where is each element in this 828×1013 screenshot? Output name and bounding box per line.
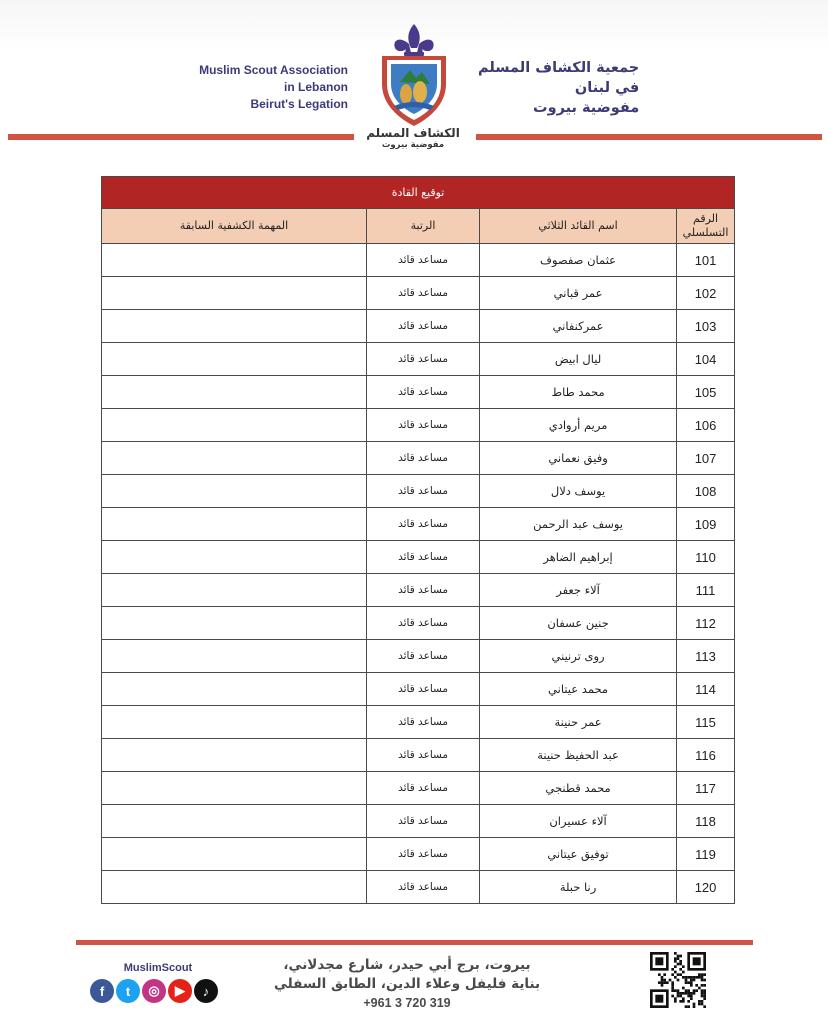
previous-scout-role: [102, 673, 367, 706]
footer-address: [262, 956, 552, 1013]
table-row: [102, 805, 735, 838]
row-number: 108: [677, 475, 735, 508]
column-header-rank: الرتبة: [367, 209, 480, 244]
row-number: 112: [677, 607, 735, 640]
leader-rank: مساعد قائد: [367, 607, 480, 640]
leader-name: توفيق عيتاني: [480, 838, 677, 871]
leader-rank: مساعد قائد: [367, 772, 480, 805]
table-row: [102, 442, 735, 475]
leader-name: عمر قباني: [480, 277, 677, 310]
previous-scout-role: [102, 442, 367, 475]
table-row: [102, 739, 735, 772]
leader-name: عثمان صفصوف: [480, 244, 677, 277]
tiktok-icon[interactable]: ♪: [194, 979, 218, 1003]
table-row: [102, 706, 735, 739]
logo-caption-sub: مفوضية بيروت: [381, 140, 445, 150]
table-row: [102, 244, 735, 277]
previous-scout-role: [102, 574, 367, 607]
leader-name: عبد الحفيظ حنينة: [480, 739, 677, 772]
leader-name: إبراهيم الضاهر: [480, 541, 677, 574]
header-divider-left: [8, 134, 354, 140]
previous-scout-role: [102, 838, 367, 871]
column-header-previous-role: المهمة الكشفية السابقة: [102, 209, 367, 244]
youtube-icon[interactable]: ▶: [168, 979, 192, 1003]
leader-name: ليال ابيض: [480, 343, 677, 376]
leader-name: عمر حنينة: [480, 706, 677, 739]
row-number: 115: [677, 706, 735, 739]
row-number: 110: [677, 541, 735, 574]
leader-name: جنين عسفان: [480, 607, 677, 640]
leaders-signature-table: [101, 176, 735, 904]
table-row: [102, 277, 735, 310]
leader-rank: مساعد قائد: [367, 673, 480, 706]
previous-scout-role: [102, 277, 367, 310]
facebook-icon[interactable]: f: [90, 979, 114, 1003]
leader-rank: مساعد قائد: [367, 739, 480, 772]
logo-caption-main: الكشاف المسلم: [366, 126, 460, 140]
leader-name: آلاء عسيران: [480, 805, 677, 838]
row-number: 104: [677, 343, 735, 376]
row-number: 105: [677, 376, 735, 409]
leader-name: وفيق نعماني: [480, 442, 677, 475]
table-row: [102, 673, 735, 706]
table-row: [102, 310, 735, 343]
table-row: [102, 607, 735, 640]
leader-rank: مساعد قائد: [367, 343, 480, 376]
leader-rank: مساعد قائد: [367, 838, 480, 871]
leader-rank: مساعد قائد: [367, 508, 480, 541]
row-number: 114: [677, 673, 735, 706]
social-handle: MuslimScout: [123, 962, 193, 974]
leader-name: يوسف دلال: [480, 475, 677, 508]
leader-name: مريم أروادي: [480, 409, 677, 442]
previous-scout-role: [102, 607, 367, 640]
previous-scout-role: [102, 706, 367, 739]
table-row: [102, 574, 735, 607]
leader-rank: مساعد قائد: [367, 442, 480, 475]
table-row: [102, 640, 735, 673]
previous-scout-role: [102, 508, 367, 541]
leader-name: عمركنفاني: [480, 310, 677, 343]
row-number: 101: [677, 244, 735, 277]
twitter-icon[interactable]: t: [116, 979, 140, 1003]
row-number: 107: [677, 442, 735, 475]
org-name-english-line: Muslim Scout Association: [199, 63, 348, 77]
leader-name: محمد عيتاني: [480, 673, 677, 706]
org-name-english-line: in Lebanon: [284, 80, 348, 94]
table-row: [102, 772, 735, 805]
row-number: 109: [677, 508, 735, 541]
table-row: [102, 376, 735, 409]
row-number: 118: [677, 805, 735, 838]
leader-rank: مساعد قائد: [367, 475, 480, 508]
org-name-english: [199, 62, 348, 113]
row-number: 116: [677, 739, 735, 772]
row-number: 103: [677, 310, 735, 343]
row-number: 102: [677, 277, 735, 310]
leader-name: آلاء جعفر: [480, 574, 677, 607]
row-number: 106: [677, 409, 735, 442]
leader-rank: مساعد قائد: [367, 805, 480, 838]
leader-name: محمد قطنجي: [480, 772, 677, 805]
footer-divider: [76, 940, 753, 945]
scout-emblem-logo: [376, 22, 452, 128]
table-body: [102, 244, 735, 904]
table-title: توقيع القادة: [102, 177, 735, 209]
logo-caption: [358, 126, 468, 151]
leader-rank: مساعد قائد: [367, 706, 480, 739]
org-name-arabic: [478, 58, 639, 118]
social-icons: [90, 979, 218, 1003]
previous-scout-role: [102, 772, 367, 805]
org-name-english-line: Beirut's Legation: [250, 97, 348, 111]
table-row: [102, 838, 735, 871]
row-number: 113: [677, 640, 735, 673]
qr-code: [647, 952, 709, 1008]
table-row: [102, 541, 735, 574]
table-row: [102, 871, 735, 904]
previous-scout-role: [102, 409, 367, 442]
previous-scout-role: [102, 244, 367, 277]
previous-scout-role: [102, 739, 367, 772]
row-number: 119: [677, 838, 735, 871]
previous-scout-role: [102, 310, 367, 343]
leader-rank: مساعد قائد: [367, 871, 480, 904]
leader-rank: مساعد قائد: [367, 244, 480, 277]
instagram-icon[interactable]: ◎: [142, 979, 166, 1003]
leader-rank: مساعد قائد: [367, 376, 480, 409]
previous-scout-role: [102, 475, 367, 508]
address-line: بيروت، برج أبي حيدر، شارع مجدلاني،: [283, 957, 531, 973]
leader-name: روى ترنيني: [480, 640, 677, 673]
table-row: [102, 475, 735, 508]
table-row: [102, 508, 735, 541]
previous-scout-role: [102, 871, 367, 904]
leader-rank: مساعد قائد: [367, 310, 480, 343]
leader-name: رنا حبلة: [480, 871, 677, 904]
leader-rank: مساعد قائد: [367, 277, 480, 310]
leader-rank: مساعد قائد: [367, 640, 480, 673]
table-row: [102, 409, 735, 442]
row-number: 111: [677, 574, 735, 607]
header-divider-right: [476, 134, 822, 140]
leader-name: يوسف عبد الرحمن: [480, 508, 677, 541]
phone-number: +961 3 720 319: [363, 996, 451, 1010]
leader-rank: مساعد قائد: [367, 574, 480, 607]
org-name-arabic-line: مفوضية بيروت: [533, 100, 640, 116]
row-number: 117: [677, 772, 735, 805]
address-line: بناية فليفل وعلاء الدين، الطابق السفلي: [273, 976, 541, 992]
table-row: [102, 343, 735, 376]
row-number: 120: [677, 871, 735, 904]
org-name-arabic-line: جمعية الكشاف المسلم: [478, 60, 640, 76]
previous-scout-role: [102, 541, 367, 574]
previous-scout-role: [102, 640, 367, 673]
leader-rank: مساعد قائد: [367, 409, 480, 442]
previous-scout-role: [102, 343, 367, 376]
org-name-arabic-line: في لبنان: [574, 80, 640, 96]
leader-rank: مساعد قائد: [367, 541, 480, 574]
previous-scout-role: [102, 376, 367, 409]
column-header-name: اسم القائد الثلاثي: [480, 209, 677, 244]
leader-name: محمد طاط: [480, 376, 677, 409]
column-header-number: الرقم التسلسلي: [677, 209, 735, 244]
previous-scout-role: [102, 805, 367, 838]
